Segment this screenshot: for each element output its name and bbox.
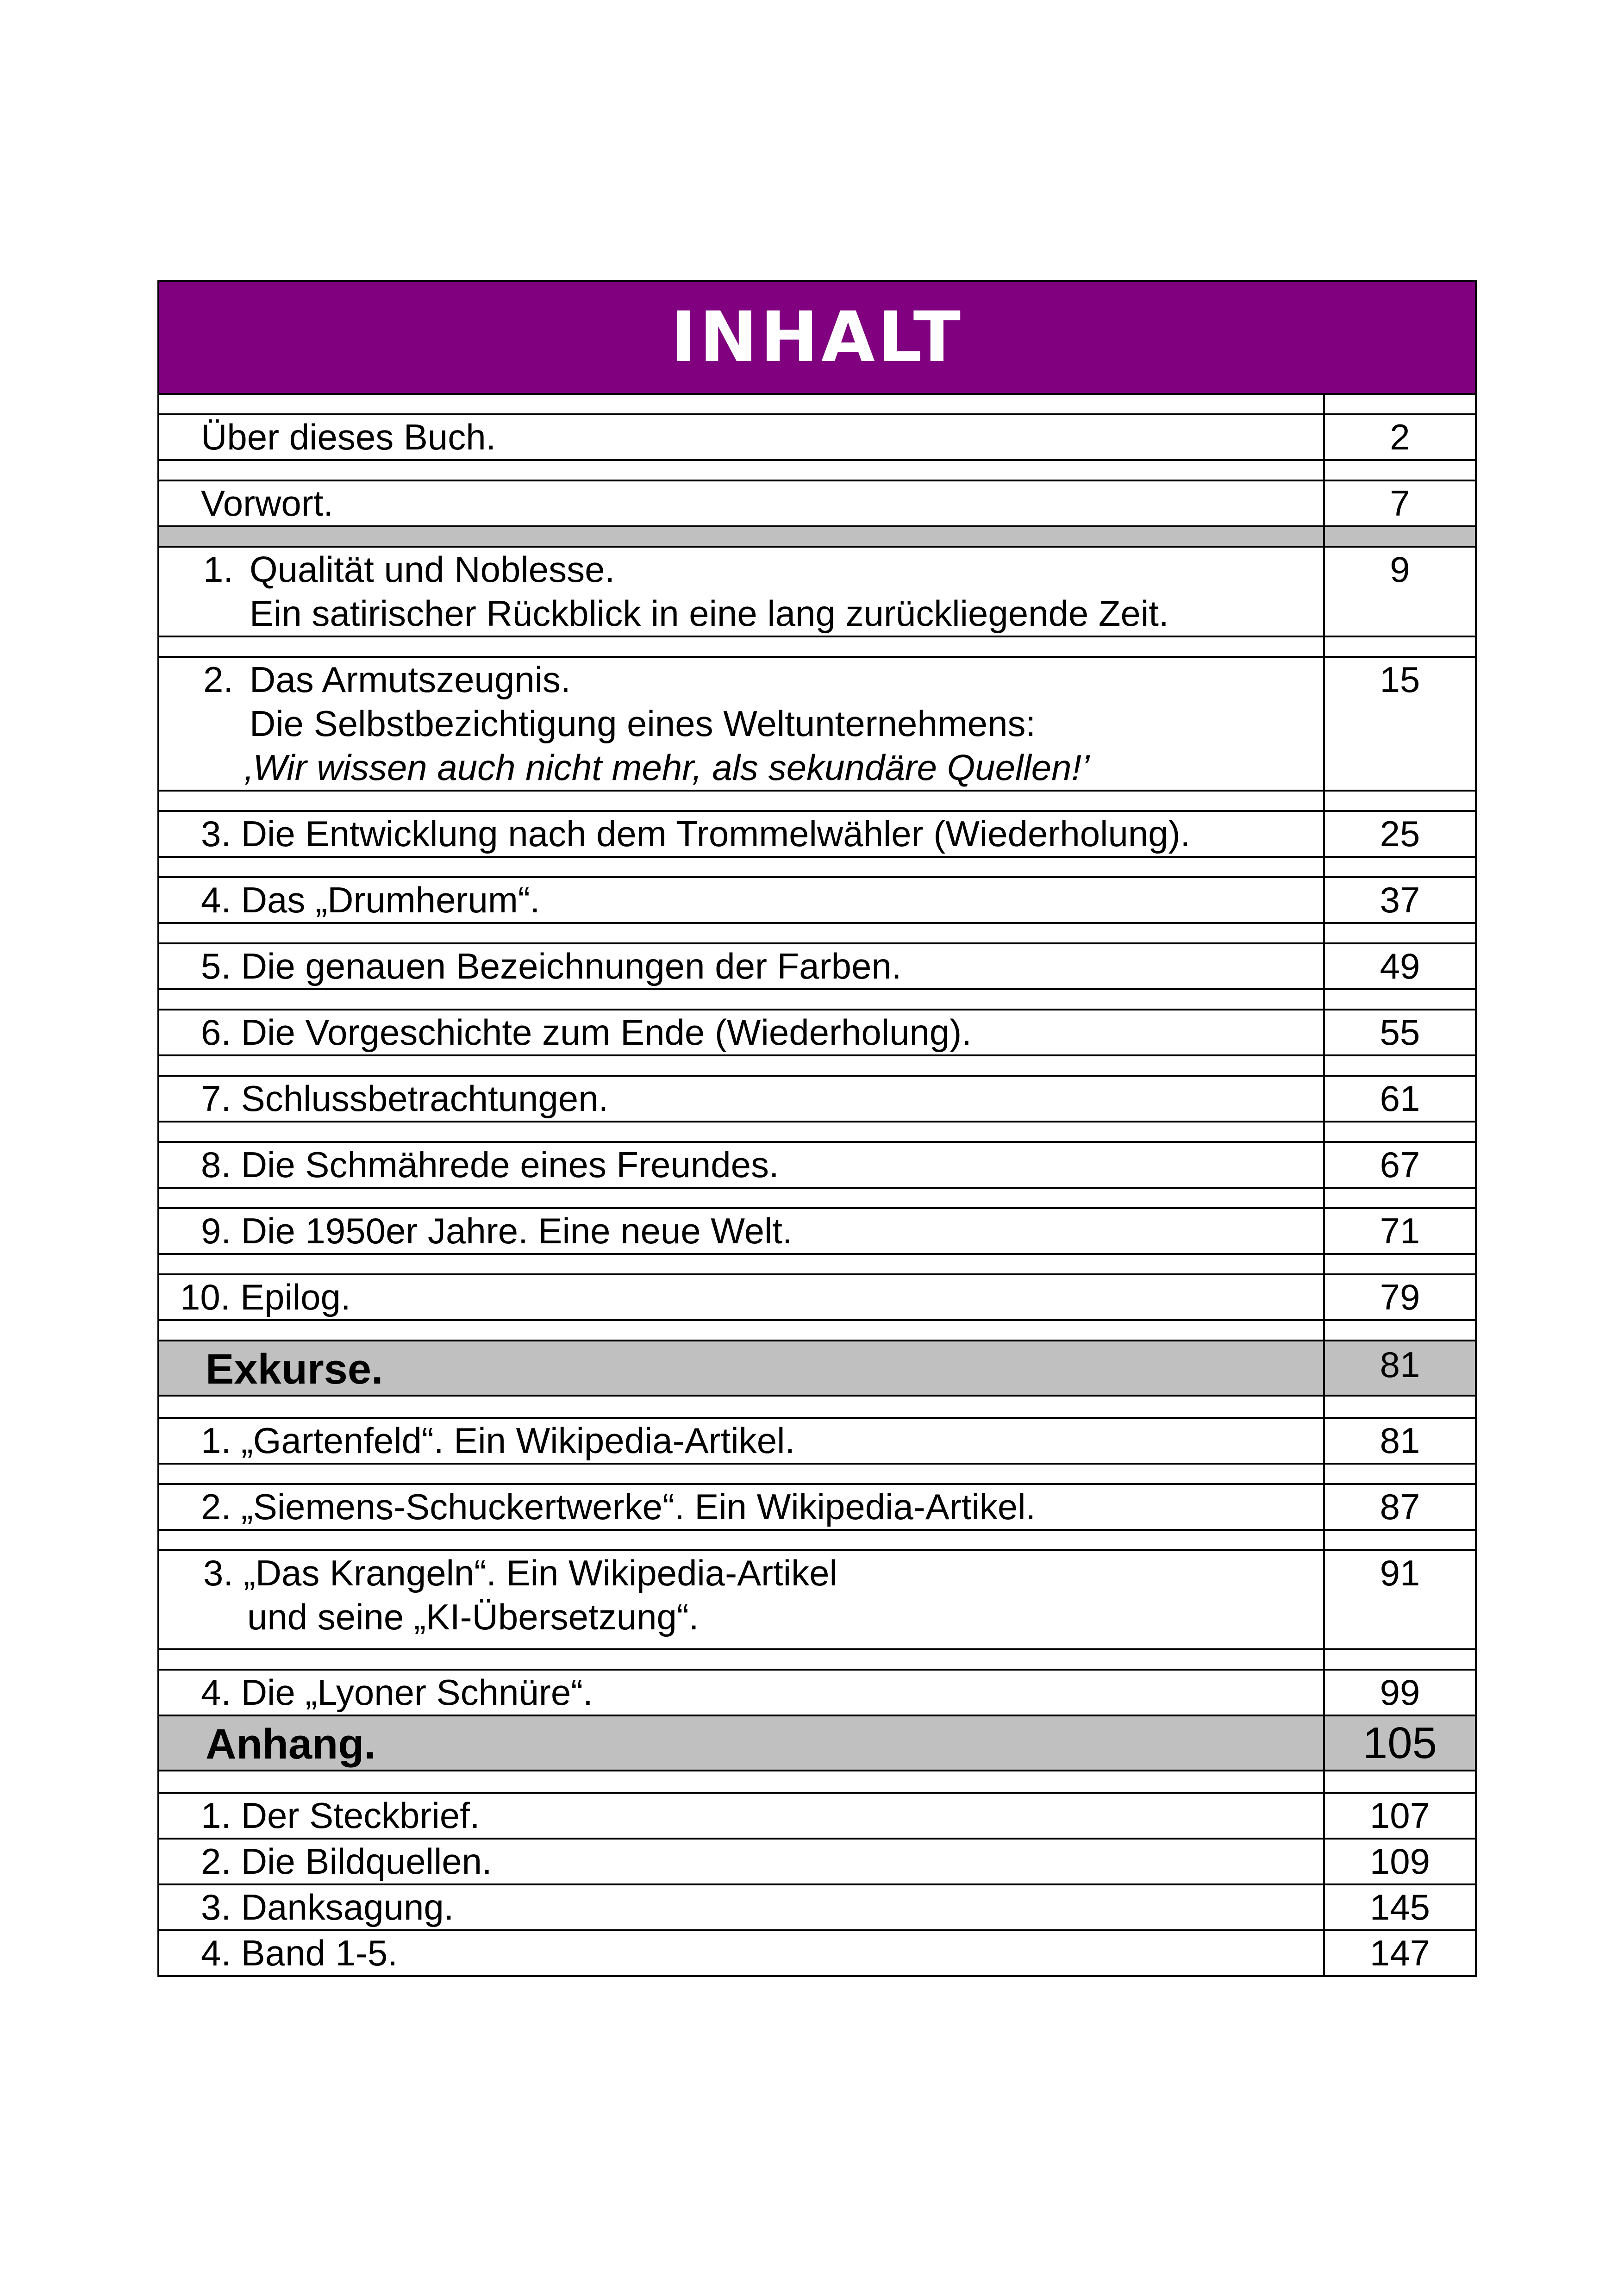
entry-page: 2 [1323,415,1475,459]
toc-entry-chapter-4 [159,878,1475,924]
entry-page: 49 [1323,944,1475,988]
entry-page: 71 [1323,1209,1475,1253]
toc-entry-anhang-3 [159,1885,1475,1931]
entry-label: 3. „Das Krangeln“. Ein Wikipedia-Artikel [203,1553,837,1593]
spacer-row [159,1771,1475,1794]
entry-label: 7. Schlussbetrachtungen. [201,1078,609,1119]
toc-entry-chapter-1 [159,548,1475,637]
toc-entry-uber-dieses-buch [159,415,1475,461]
entry-label: 4. Die „Lyoner Schnüre“. [201,1672,593,1713]
table-of-contents [157,280,1477,1977]
spacer-row [159,924,1475,944]
entry-label: 3. Danksagung. [201,1887,454,1927]
entry-page: 61 [1323,1077,1475,1121]
entry-subtitle: Die Selbstbezichtigung eines Weltunternehmens: [250,703,1036,744]
spacer-row [159,1123,1475,1143]
entry-page: 109 [1323,1840,1475,1883]
toc-entry-chapter-2 [159,658,1475,792]
entry-label: 10. Epilog. [180,1277,351,1317]
spacer-row [159,1531,1475,1551]
toc-entry-chapter-3 [159,812,1475,858]
toc-title: INHALT [159,282,1475,395]
entry-label: 3. Die Entwicklung nach dem Trommelwähler (Wiederholung). [201,813,1191,854]
toc-entry-exkurs-3 [159,1551,1475,1650]
entry-label: Qualität und Noblesse. [250,549,615,590]
toc-entry-chapter-10 [159,1275,1475,1321]
section-heading-anhang [159,1716,1475,1771]
entry-label: Vorwort. [201,483,334,524]
entry-page: 15 [1323,658,1475,790]
spacer-row [159,1321,1475,1341]
toc-entry-exkurs-1 [159,1419,1475,1465]
section-page: 105 [1323,1716,1475,1770]
section-page: 81 [1323,1341,1475,1395]
spacer-row [159,858,1475,878]
entry-label: 1. Der Steckbrief. [201,1795,480,1836]
section-title: Anhang. [206,1721,376,1768]
entry-page: 79 [1323,1275,1475,1319]
spacer-row [159,1189,1475,1209]
entry-label: 2. „Siemens-Schuckertwerke“. Ein Wikipedia-Artikel. [201,1486,1036,1527]
entry-page: 145 [1323,1885,1475,1929]
entry-page: 25 [1323,812,1475,856]
spacer-row [159,637,1475,658]
entry-label: 5. Die genauen Bezeichnungen der Farben. [201,946,902,986]
entry-page: 55 [1323,1010,1475,1054]
toc-entry-anhang-2 [159,1840,1475,1885]
entry-number: 2. [203,659,234,700]
entry-page: 81 [1323,1419,1475,1463]
entry-label: 1. „Gartenfeld“. Ein Wikipedia-Artikel. [201,1420,795,1461]
entry-page: 7 [1323,481,1475,525]
entry-quote: ‚Wir wissen auch nicht mehr, als sekundäre Quellen!’ [245,747,1090,788]
entry-label: 4. Das „Drumherum“. [201,879,540,920]
toc-entry-chapter-6 [159,1010,1475,1056]
spacer-row [159,990,1475,1010]
spacer-row [159,461,1475,481]
entry-label: 4. Band 1-5. [201,1933,398,1973]
entry-page: 37 [1323,878,1475,922]
entry-label: 9. Die 1950er Jahre. Eine neue Welt. [201,1210,793,1251]
section-heading-exkurse [159,1341,1475,1397]
spacer-row [159,1397,1475,1419]
entry-page: 91 [1323,1551,1475,1648]
toc-entry-chapter-8 [159,1143,1475,1189]
entry-label: 6. Die Vorgeschichte zum Ende (Wiederholung). [201,1012,972,1053]
entry-page: 9 [1323,548,1475,636]
toc-entry-chapter-9 [159,1209,1475,1255]
entry-label: 8. Die Schmährede eines Freundes. [201,1144,779,1185]
entry-label: Das Armutszeugnis. [250,659,571,700]
entry-page: 67 [1323,1143,1475,1187]
entry-page: 107 [1323,1794,1475,1838]
spacer-row [159,1255,1475,1275]
toc-entry-chapter-7 [159,1077,1475,1123]
entry-number: 1. [203,549,234,590]
entry-subtitle: Ein satirischer Rückblick in eine lang zurückliegende Zeit. [250,593,1169,634]
spacer-row [159,1056,1475,1077]
spacer-row [159,1465,1475,1485]
toc-entry-anhang-4 [159,1931,1475,1975]
toc-entry-exkurs-4 [159,1671,1475,1716]
entry-page: 147 [1323,1931,1475,1975]
toc-entry-vorwort [159,481,1475,527]
entry-page: 87 [1323,1485,1475,1529]
toc-entry-anhang-1 [159,1794,1475,1840]
toc-entry-exkurs-2 [159,1485,1475,1531]
toc-entry-chapter-5 [159,944,1475,990]
spacer-row [159,527,1475,548]
section-title: Exkurse. [206,1346,383,1393]
entry-subtitle: und seine „KI-Übersetzung“. [247,1597,699,1637]
spacer-row [159,792,1475,812]
entry-label: Über dieses Buch. [201,417,496,457]
entry-page: 99 [1323,1671,1475,1715]
spacer-row [159,395,1475,415]
entry-label: 2. Die Bildquellen. [201,1841,492,1882]
spacer-row [159,1650,1475,1671]
